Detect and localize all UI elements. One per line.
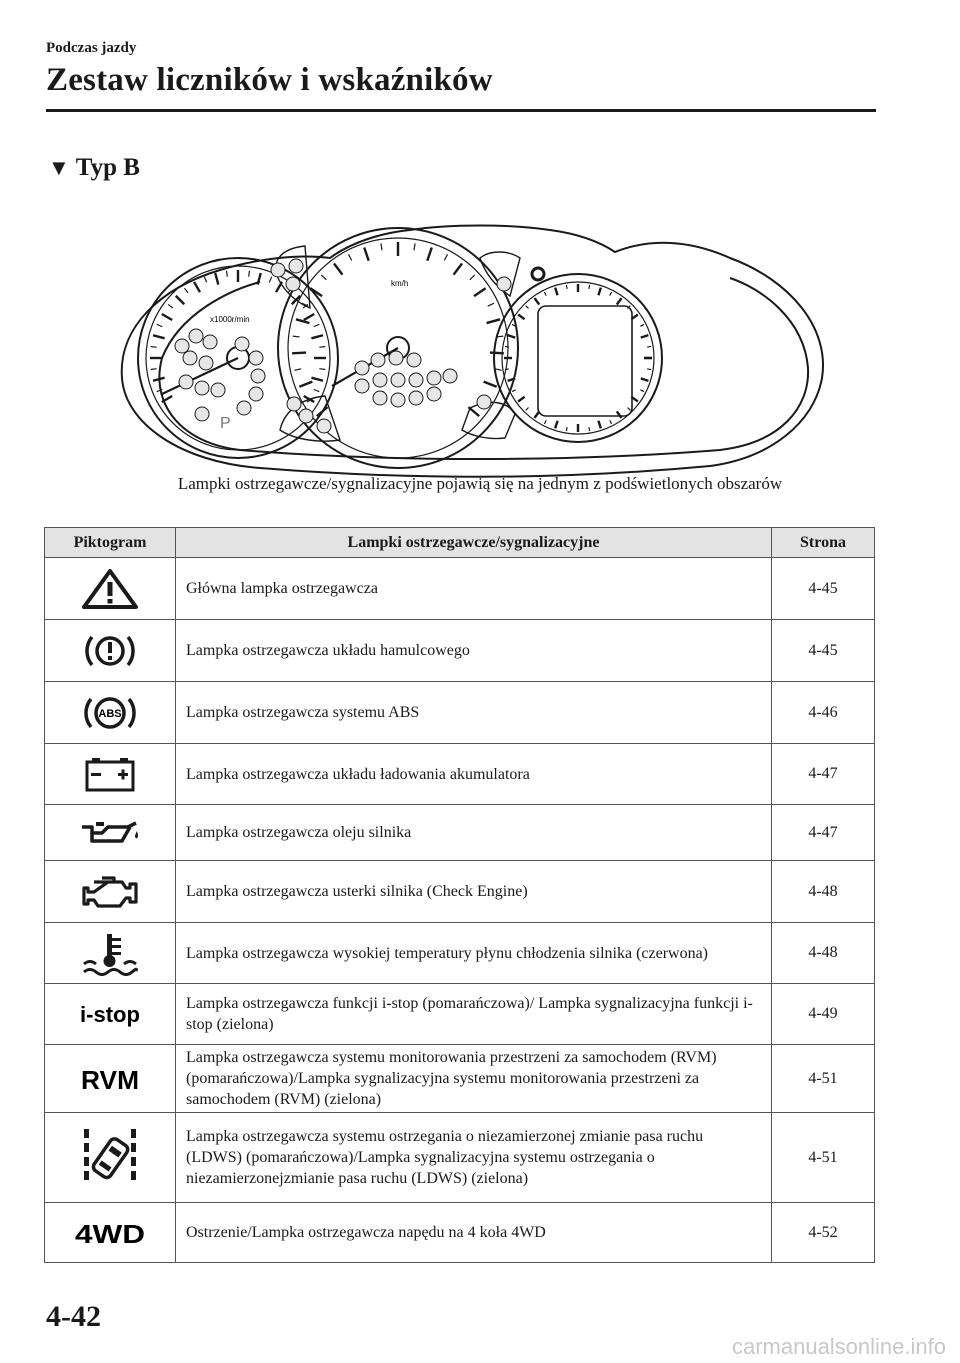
right-gauge-tick [589, 285, 590, 289]
warning-lamp-placeholder [195, 381, 209, 395]
right-gauge-tick [647, 369, 651, 370]
right-gauge-tick [610, 292, 612, 296]
tach-tick [276, 282, 282, 292]
speed-tick [414, 243, 415, 250]
right-gauge-tick [518, 315, 524, 320]
right-gauge-tick [566, 427, 567, 431]
right-gauge-tick [544, 292, 546, 296]
page-cell: 4-51 [772, 1113, 875, 1203]
speed-tick [364, 248, 368, 261]
warning-lamp-placeholder [179, 375, 193, 389]
tach-tick [168, 304, 173, 308]
subheading [48, 154, 140, 182]
coolant-temperature-icon [80, 930, 140, 976]
description-cell: Lampka ostrzegawcza układu hamulcowego [176, 620, 772, 682]
header-page: Strona [772, 528, 875, 558]
table-row [45, 682, 875, 744]
warning-lamp-placeholder [286, 277, 300, 291]
tach-tick [319, 347, 325, 348]
description-cell: Lampka ostrzegawcza systemu ostrzegania o niezamierzonej zmianie pasa ruchu (LDWS) (pomarańczowa)/Lampka sygnalizacyjna systemu ostrzegania o niezamierzonejzmianie pasa ruchu (LDWS) (zielona) [176, 1113, 772, 1203]
ldws-icon [78, 1125, 142, 1191]
instrument-cluster-illustration [110, 218, 850, 480]
speed-tick [454, 264, 462, 275]
speed-tick [321, 275, 326, 280]
pictogram-cell [45, 558, 176, 620]
warning-lamp-placeholder [497, 277, 511, 291]
speed-unit-label: km/h [391, 279, 409, 288]
tach-tick [249, 271, 250, 277]
speed-tick [292, 353, 306, 354]
warning-lamp-placeholder [391, 373, 405, 387]
right-gauge-tick [512, 390, 516, 392]
warning-lamp-placeholder [199, 356, 213, 370]
warning-lamp-placeholder [175, 339, 189, 353]
warning-lamp-placeholder [373, 373, 387, 387]
pictogram-cell [45, 620, 176, 682]
warning-lamp-placeholder [427, 387, 441, 401]
right-gauge-tick [610, 420, 612, 424]
subheading-text: Typ B [75, 154, 140, 181]
warning-lamp-placeholder [373, 391, 387, 405]
warning-lamp-placeholder [355, 379, 369, 393]
warning-lamp-placeholder [249, 387, 263, 401]
tach-tick [194, 282, 200, 292]
i-stop-icon-text: i-stop [80, 1002, 140, 1027]
speed-tick [317, 407, 328, 416]
speed-tick [293, 336, 300, 337]
right-gauge-tick [555, 288, 557, 296]
tach-tick [153, 378, 165, 381]
warning-lamp-placeholder [317, 419, 331, 433]
triangle-down-icon: ▼ [48, 155, 70, 180]
cluster-svg [110, 218, 850, 480]
page-cell: 4-48 [772, 923, 875, 984]
tach-tick [204, 277, 206, 283]
engine-oil-icon [78, 813, 142, 853]
page-title: Zestaw liczników i wskaźników [46, 62, 493, 98]
speed-tick [468, 407, 479, 416]
description-cell: Lampka ostrzegawcza wysokiej temperatury płynu chłodzenia silnika (czerwona) [176, 923, 772, 984]
description-cell: Ostrzenie/Lampka ostrzegawcza napędu na 4 koła 4WD [176, 1203, 772, 1263]
right-gauge-tick [535, 411, 540, 417]
warning-lights-table [44, 527, 875, 1263]
speed-tick [474, 288, 486, 296]
abs-icon-text: ABS [98, 707, 122, 720]
speed-tick [470, 275, 475, 280]
right-gauge-tick [647, 346, 651, 347]
warning-lamp-placeholder [189, 329, 203, 343]
warning-lamp-placeholder [477, 395, 491, 409]
warning-lamp-placeholder [371, 353, 385, 367]
rvm-icon-text: RVM [81, 1064, 139, 1095]
page-cell: 4-51 [772, 1045, 875, 1113]
table-row [45, 1113, 875, 1203]
description-cell: Główna lampka ostrzegawcza [176, 558, 772, 620]
table-row [45, 923, 875, 984]
page-cell: 4-45 [772, 620, 875, 682]
right-gauge-tick [555, 421, 557, 429]
warning-lamp-placeholder [409, 373, 423, 387]
table-row [45, 620, 875, 682]
page-cell: 4-49 [772, 984, 875, 1045]
description-cell: Lampka ostrzegawcza systemu ABS [176, 682, 772, 744]
warning-lamp-placeholder [235, 337, 249, 351]
right-gauge-tick [508, 335, 516, 337]
gear-indicator: P [220, 415, 231, 432]
speed-tick [294, 369, 301, 370]
speed-tick [496, 336, 503, 337]
tach-tick [176, 296, 184, 304]
description-cell: Lampka ostrzegawcza oleju silnika [176, 805, 772, 861]
page-number: 4-42 [46, 1300, 101, 1333]
table-row [45, 744, 875, 805]
rvm-icon [75, 1059, 145, 1099]
right-gauge-tick [627, 407, 630, 410]
4wd-icon [70, 1213, 150, 1253]
right-gauge-tick [505, 369, 509, 370]
section-label: Podczas jazdy [46, 40, 137, 56]
right-gauge-tick [589, 427, 590, 431]
right-gauge-tick [566, 285, 567, 289]
tach-tick [258, 273, 261, 285]
page-cell: 4-47 [772, 744, 875, 805]
right-gauge-tick [641, 378, 649, 380]
table-row [45, 558, 875, 620]
warning-lamp-placeholder [287, 397, 301, 411]
speed-tick [299, 382, 312, 387]
table-row [45, 984, 875, 1045]
tach-tick [314, 389, 320, 391]
warning-lamp-placeholder [407, 353, 421, 367]
speed-tick [484, 382, 497, 387]
description-cell: Lampka ostrzegawcza układu ładowania akumulatora [176, 744, 772, 805]
illustration-caption: Lampki ostrzegawcze/sygnalizacyjne pojawią się na jednym z podświetlonych obszarów [177, 474, 783, 493]
pictogram-cell [45, 923, 176, 984]
check-engine-icon [78, 870, 142, 914]
right-gauge-tick [598, 421, 600, 429]
warning-lamp-placeholder [195, 407, 209, 421]
tach-tick [227, 271, 228, 277]
abs-warning-icon [80, 691, 140, 735]
speed-tick [487, 319, 500, 323]
speed-tick [296, 319, 309, 323]
right-gauge-tick [641, 335, 649, 337]
warning-lamp-placeholder [443, 369, 457, 383]
tach-tick [184, 288, 188, 293]
tach-tick [151, 347, 157, 348]
right-gauge-tick [505, 346, 509, 347]
right-gauge-tick [617, 298, 622, 304]
speed-tick [490, 353, 504, 354]
right-gauge-tick [640, 390, 644, 392]
pictogram-cell [45, 682, 176, 744]
watermark: carmanualsonline.info [731, 1334, 946, 1359]
warning-lamp-placeholder [251, 369, 265, 383]
right-gauge-tick [617, 411, 622, 417]
description-cell: Lampka ostrzegawcza usterki silnika (Check Engine) [176, 861, 772, 923]
header-lights: Lampki ostrzegawcze/sygnalizacyjne [176, 528, 772, 558]
table-row [45, 805, 875, 861]
page-cell: 4-46 [772, 682, 875, 744]
brake-warning-icon [80, 629, 140, 673]
tach-tick [153, 335, 165, 338]
pictogram-cell [45, 805, 176, 861]
tach-tick [215, 273, 218, 285]
tach-tick [311, 378, 323, 381]
table-header-row [45, 528, 875, 558]
warning-lamp-placeholder [409, 391, 423, 405]
speed-tick [444, 254, 447, 260]
tach-tick [162, 314, 172, 320]
right-gauge-tick [518, 397, 524, 402]
master-warning-icon [80, 567, 140, 611]
page-cell: 4-45 [772, 558, 875, 620]
right-gauge-tick [544, 420, 546, 424]
page-cell: 4-47 [772, 805, 875, 861]
table-row [45, 1045, 875, 1113]
warning-lamp-placeholder [391, 393, 405, 407]
description-cell: Lampka ostrzegawcza systemu monitorowania przestrzeni za samochodem (RVM) (pomarańczowa)/Lampka sygnalizacyjna systemu monitorowania przestrzeni za samochodem (RVM) (zielona) [176, 1045, 772, 1113]
4wd-icon-text: 4WD [75, 1218, 145, 1249]
tach-tick [311, 335, 323, 338]
warning-lamp-placeholder [249, 351, 263, 365]
description-cell: Lampka ostrzegawcza funkcji i-stop (pomarańczowa)/ Lampka sygnalizacyjna funkcji i-stop (zielona) [176, 984, 772, 1045]
pictogram-cell [45, 1113, 176, 1203]
speed-tick [427, 248, 431, 261]
pictogram-cell [45, 1045, 176, 1113]
speed-tick [381, 243, 382, 250]
tach-tick [314, 324, 320, 326]
page-cell: 4-48 [772, 861, 875, 923]
table-row [45, 861, 875, 923]
warning-lamp-placeholder [203, 335, 217, 349]
speed-tick [488, 303, 494, 306]
warning-lamp-placeholder [427, 371, 441, 385]
warning-lamp-placeholder [211, 383, 225, 397]
speed-tick [334, 264, 342, 275]
warning-lamp-placeholder [389, 351, 403, 365]
title-rule [46, 109, 876, 112]
pictogram-cell [45, 861, 176, 923]
warning-lamp-placeholder [289, 259, 303, 273]
tach-tick [319, 369, 325, 370]
page-cell: 4-52 [772, 1203, 875, 1263]
warning-lamp-placeholder [237, 401, 251, 415]
tach-tick [151, 369, 157, 370]
warning-lamp-placeholder [355, 361, 369, 375]
warning-lamp-placeholder [299, 409, 313, 423]
warning-lamp-placeholder [271, 263, 285, 277]
right-gauge-tick [598, 288, 600, 296]
warning-lamp-placeholder [183, 351, 197, 365]
tach-tick [269, 277, 271, 283]
tach-unit-label: x1000r/min [210, 315, 250, 324]
pictogram-cell [45, 1203, 176, 1263]
right-gauge-tick [526, 306, 529, 309]
speed-tick [348, 254, 351, 260]
right-gauge-tick [526, 407, 529, 410]
pictogram-cell [45, 744, 176, 805]
tach-tick [157, 324, 163, 326]
tach-tick [304, 314, 314, 320]
table-row [45, 1203, 875, 1263]
right-gauge-tick [640, 324, 644, 326]
pictogram-cell [45, 984, 176, 1045]
battery-charging-icon [80, 752, 140, 796]
header-pictogram: Piktogram [45, 528, 176, 558]
right-gauge-tick [535, 298, 540, 304]
i-stop-icon [75, 994, 145, 1034]
